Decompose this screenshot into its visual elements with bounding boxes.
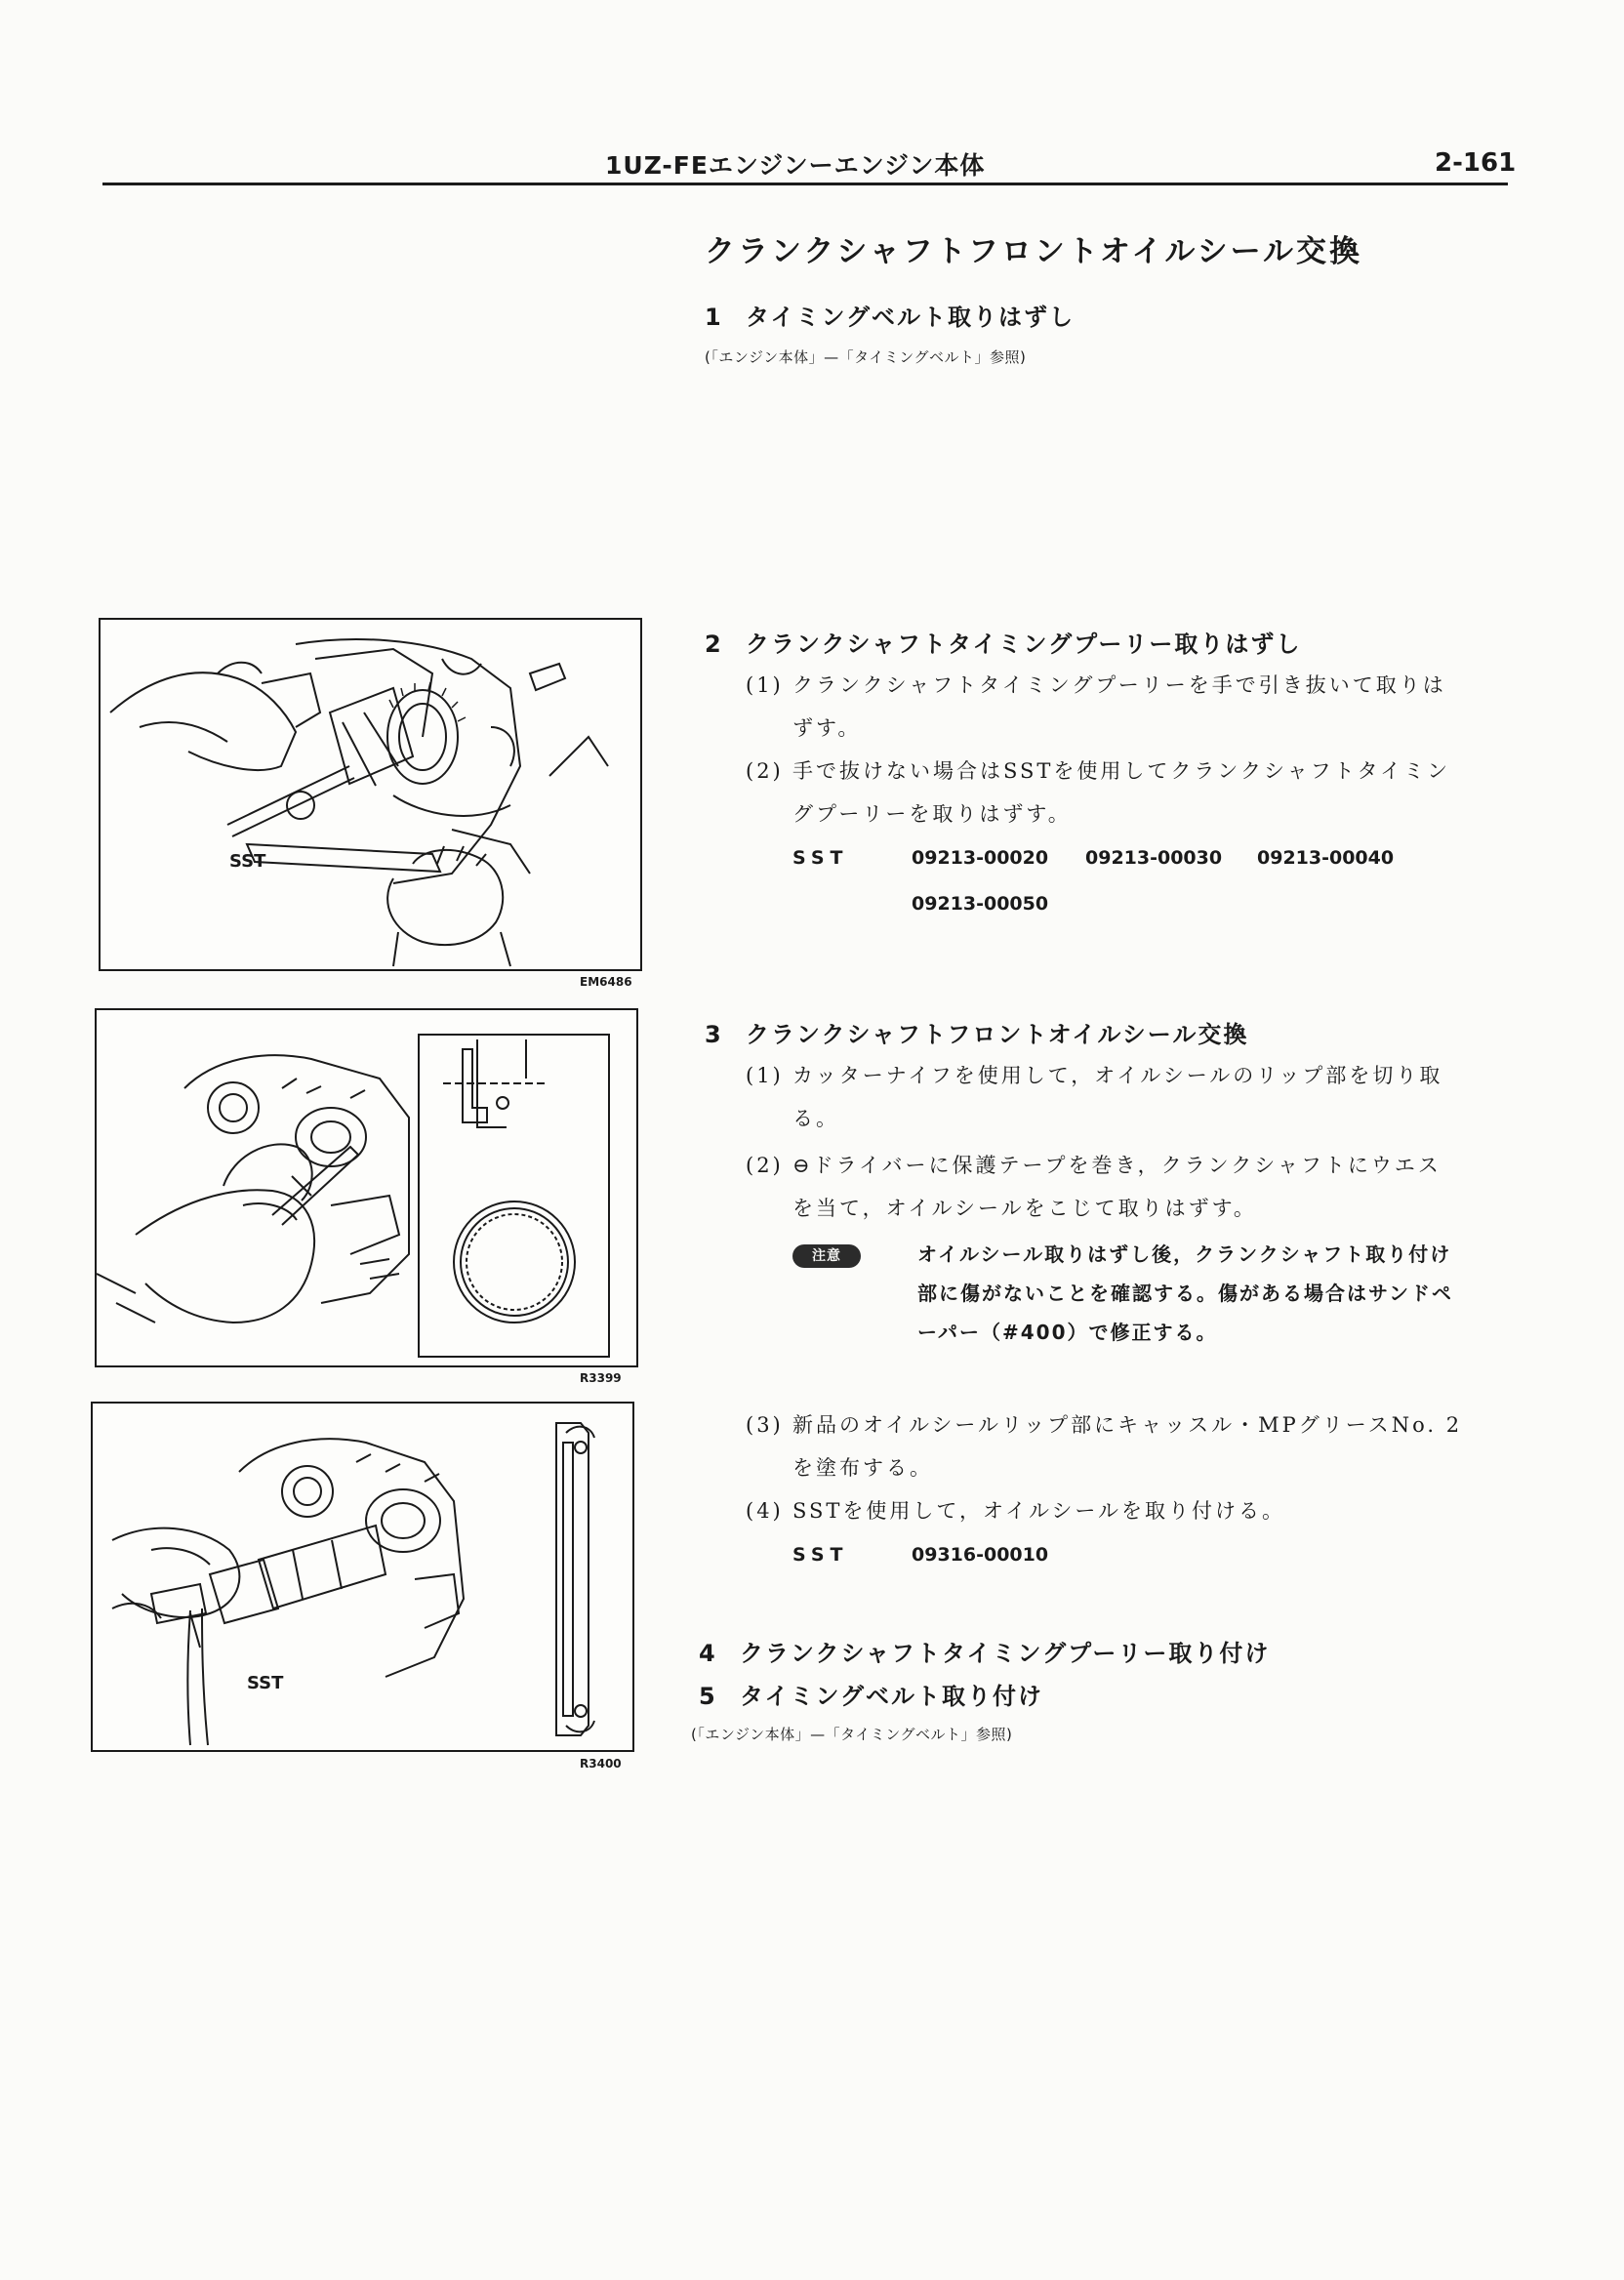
substep-number: (3): [746, 1413, 784, 1437]
figure-oil-seal-installation: [91, 1402, 634, 1752]
page-number: 2-161: [1435, 148, 1517, 178]
step-3: [705, 1015, 1248, 1049]
step-2-substep-1: [746, 664, 1446, 750]
substep-number: (1): [746, 673, 784, 697]
substep-number: (2): [746, 759, 784, 783]
caution-badge: 注意: [792, 1244, 861, 1268]
figure-illustration: [93, 1404, 632, 1750]
header-title: 1UZ-FEエンジンーエンジン本体: [605, 151, 986, 180]
header-rule: [102, 183, 1508, 185]
sst-code: 09213-00050: [912, 893, 1049, 915]
figure-crankshaft-pulley-removal: [99, 618, 642, 971]
sst-label: SST: [792, 847, 849, 869]
step-title: クランクシャフトタイミングプーリー取りはずし: [746, 631, 1302, 658]
figure-oil-seal-removal: [95, 1008, 638, 1367]
figure-sst-label: SST: [247, 1673, 284, 1693]
substep-number: (2): [746, 1154, 784, 1177]
step-3-substep-1: [746, 1054, 1442, 1140]
step-title: クランクシャフトフロントオイルシール交換: [746, 1021, 1249, 1048]
substep-text-cont: ずす。: [792, 716, 862, 740]
substep-text: クランクシャフトタイミングプーリーを手で引き抜いて取りは: [792, 673, 1446, 697]
step-number: 1: [705, 304, 723, 331]
step-2: [705, 625, 1301, 659]
figure-code: R3399: [580, 1371, 622, 1385]
substep-text-cont: グプーリーを取りはずす。: [792, 802, 1072, 826]
step-title: クランクシャフトタイミングプーリー取り付け: [740, 1640, 1271, 1667]
figure-code: R3400: [580, 1757, 622, 1771]
step-number: 5: [699, 1683, 717, 1710]
caution-text: オイルシール取りはずし後，クランクシャフト取り付け: [917, 1242, 1452, 1266]
sst-label: SST: [792, 1544, 849, 1566]
step-title: タイミングベルト取り付け: [740, 1683, 1044, 1710]
step-2-sst-row: [792, 847, 1394, 869]
step-number: 2: [705, 631, 723, 658]
substep-number: (1): [746, 1064, 784, 1087]
sst-code: 09213-00020: [912, 847, 1049, 869]
substep-text-cont: を当て，オイルシールをこじて取りはずす。: [792, 1197, 1257, 1220]
step-number: 4: [699, 1640, 717, 1667]
step-5: [699, 1677, 1043, 1711]
step-3-substep-4: [746, 1489, 1285, 1532]
sst-code: 09316-00010: [912, 1544, 1049, 1566]
sst-code: 09213-00040: [1257, 847, 1395, 869]
substep-text: SSTを使用して，オイルシールを取り付ける。: [792, 1499, 1285, 1523]
caution-text: ーパー（#400）で修正する。: [917, 1321, 1218, 1344]
step-title: タイミングベルト取りはずし: [746, 304, 1076, 331]
substep-text: 新品のオイルシールリップ部にキャッスル・MPグリースNo. 2: [792, 1413, 1463, 1437]
step-3-sst-row: [792, 1544, 1048, 1566]
substep-text: ⊖ドライバーに保護テープを巻き，クランクシャフトにウエス: [792, 1154, 1441, 1177]
figure-illustration: [97, 1010, 636, 1365]
step-2-substep-2: [746, 750, 1450, 835]
step-1-reference: (「エンジン本体」—「タイミングベルト」参照): [705, 348, 1027, 366]
caution-text: 部に傷がないことを確認する。傷がある場合はサンドペ: [917, 1282, 1453, 1305]
substep-text: カッターナイフを使用して，オイルシールのリップ部を切り取: [792, 1064, 1443, 1087]
step-3-substep-3: [746, 1404, 1462, 1489]
figure-sst-label: SST: [229, 851, 266, 872]
figure-code: EM6486: [580, 975, 632, 989]
substep-text: 手で抜けない場合はSSTを使用してクランクシャフトタイミン: [792, 759, 1451, 783]
step-number: 3: [705, 1021, 723, 1048]
sst-code: 09213-00030: [1085, 847, 1223, 869]
figure-illustration: [101, 620, 640, 969]
section-title: クランクシャフトフロントオイルシール交換: [705, 234, 1362, 269]
step-1: [705, 298, 1075, 332]
substep-number: (4): [746, 1499, 784, 1523]
step-4: [699, 1634, 1270, 1668]
step-3-caution-note: [792, 1235, 1453, 1352]
substep-text-cont: る。: [792, 1107, 839, 1130]
step-5-reference: (「エンジン本体」—「タイミングベルト」参照): [691, 1726, 1013, 1743]
step-3-substep-2: [746, 1144, 1441, 1230]
substep-text-cont: を塗布する。: [792, 1456, 933, 1480]
